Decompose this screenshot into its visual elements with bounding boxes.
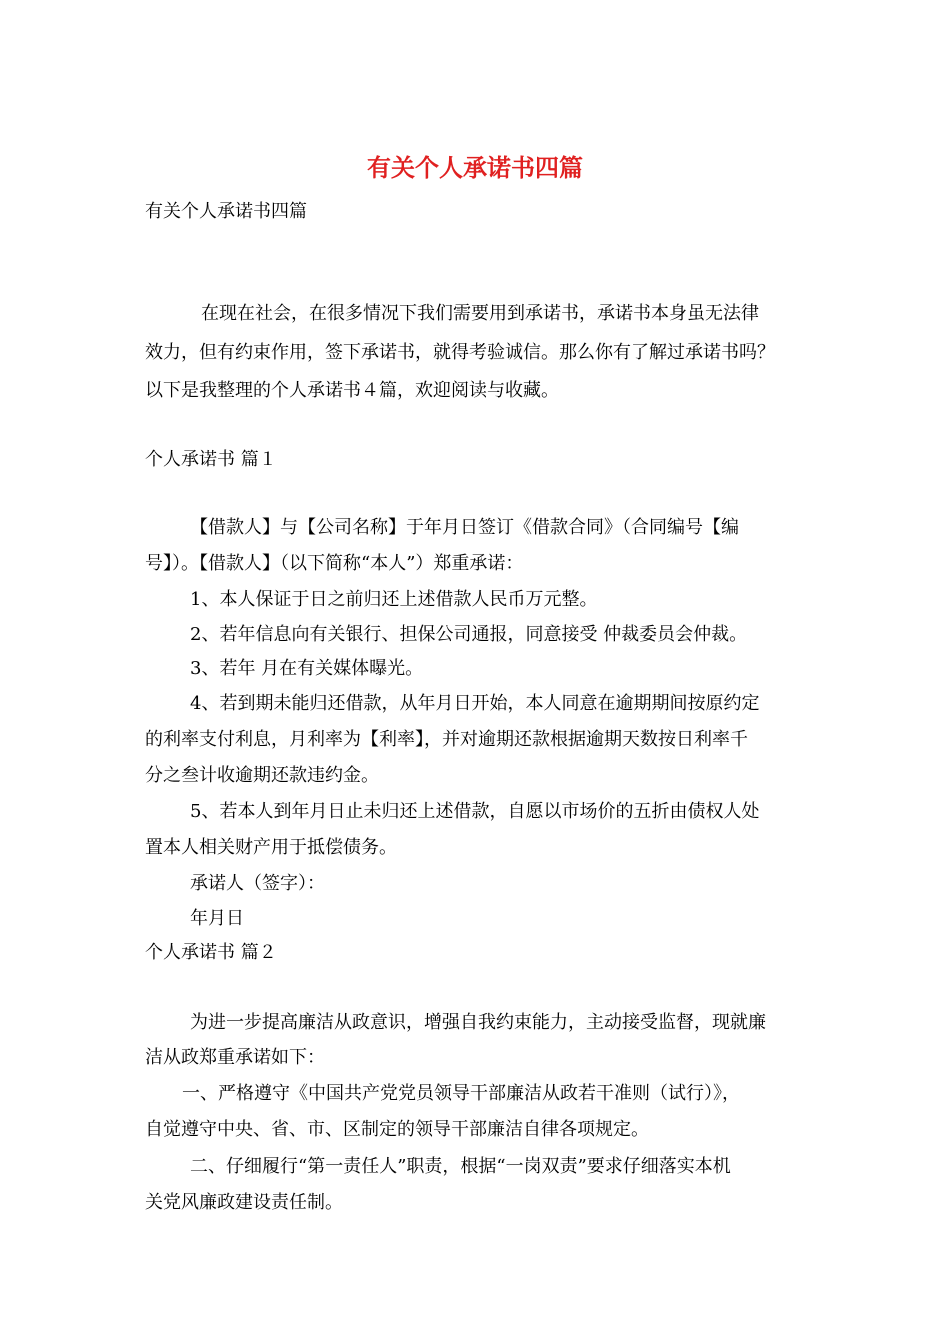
document-subtitle: 有关个人承诺书四篇 bbox=[145, 201, 307, 222]
section2-line: 一、严格遵守《中国共产党党员领导干部廉洁从政若干准则（试行）》， bbox=[182, 1083, 740, 1104]
section1-line: 1、本人保证于日之前归还上述借款人民币万元整。 bbox=[190, 589, 598, 610]
section-heading: 个人承诺书 篇１ bbox=[145, 449, 277, 470]
section1-line: 3、若年 月在有关媒体曝光。 bbox=[190, 658, 424, 679]
intro-line: 以下是我整理的个人承诺书４篇，欢迎阅读与收藏。 bbox=[145, 380, 559, 401]
section1-line: 的利率支付利息，月利率为【利率】，并对逾期还款根据逾期天数按日利率千 bbox=[145, 729, 748, 750]
intro-line: 效力，但有约束作用，签下承诺书，就得考验诚信。那么你有了解过承诺书吗？ bbox=[145, 342, 775, 363]
section-heading: 个人承诺书 篇２ bbox=[145, 942, 277, 963]
section1-line: 5、若本人到年月日止未归还上述借款，自愿以市场价的五折由债权人处 bbox=[190, 801, 760, 822]
section1-line: 置本人相关财产用于抵偿债务。 bbox=[145, 837, 397, 858]
section2-line: 关党风廉政建设责任制。 bbox=[145, 1192, 343, 1213]
section1-line: 2、若年信息向有关银行、担保公司通报，同意接受 仲裁委员会仲裁。 bbox=[190, 624, 748, 645]
section1-line: 4、若到期未能归还借款，从年月日开始，本人同意在逾期期间按原约定 bbox=[190, 693, 760, 714]
section1-line: 分之叁计收逾期还款违约金。 bbox=[145, 765, 379, 786]
document-title: 有关个人承诺书四篇 bbox=[367, 153, 583, 182]
section1-line: 号】）。【借款人】（以下简称“本人”）郑重承诺： bbox=[145, 553, 524, 574]
section1-line: 【借款人】与【公司名称】于年月日签订《借款合同》（合同编号【编 bbox=[190, 517, 739, 538]
intro-line: 在现在社会，在很多情况下我们需要用到承诺书，承诺书本身虽无法律 bbox=[201, 303, 759, 324]
signature-label: 承诺人（签字）： bbox=[190, 873, 325, 894]
section2-line: 为进一步提高廉洁从政意识，增强自我约束能力，主动接受监督，现就廉 bbox=[190, 1012, 766, 1033]
section2-line: 洁从政郑重承诺如下： bbox=[145, 1047, 325, 1068]
section2-line: 自觉遵守中央、省、市、区制定的领导干部廉洁自律各项规定。 bbox=[145, 1119, 649, 1140]
section2-line: 二、仔细履行“第一责任人”职责，根据“一岗双责”要求仔细落实本机 bbox=[190, 1156, 731, 1177]
date-label: 年月日 bbox=[190, 908, 244, 929]
